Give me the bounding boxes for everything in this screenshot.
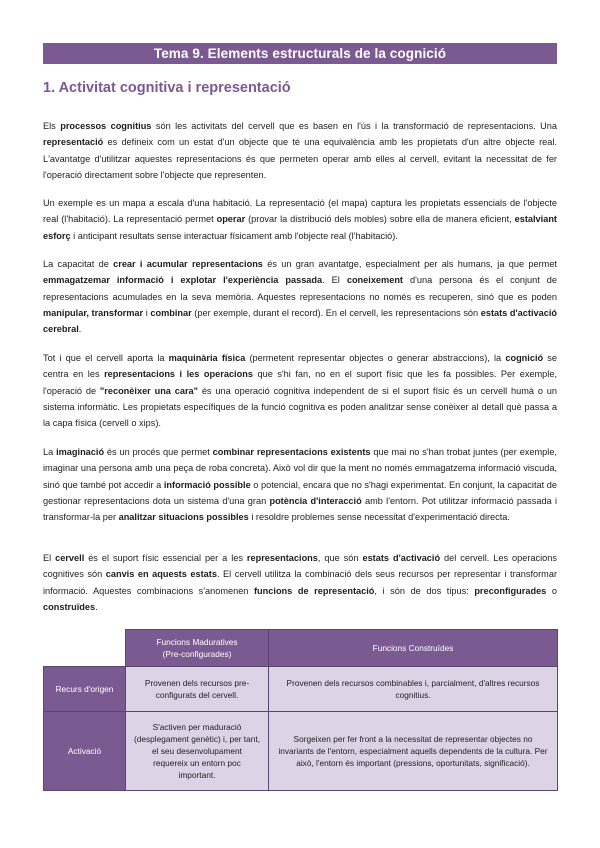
paragraph-6 [43,550,557,615]
row-header-origin: Recurs d'origen [44,667,126,712]
bold-term: representació [43,137,104,148]
text-run: amb l'entorn. Pot utilitzar informació passada i transformar-la per [43,495,557,523]
text-run: d'una persona és el conjunt de representacions acumulades en la seva memòria. Aquestes representacions no només es recuperen, sinó que es poden [43,275,557,302]
table-cell: Provenen dels recursos pre-configurats del cervell. [126,667,269,712]
section-heading: 1. Activitat cognitiva i representació [43,80,291,96]
page-title: Tema 9. Elements estructurals de la cognició [43,43,557,64]
text-run: Un exemple es un mapa a escala d'una habitació. La representació (el mapa) captura les propietats essencials de l'objecte real (l'habitació). La representació permet [43,198,557,225]
text-run: (per exemple, durant el record). En el cervell, les representacions són [191,307,481,318]
text-run: del cervell. Les operacions cognitives són [43,553,557,580]
bold-term: imaginació [56,447,105,457]
col-header-line: (Pre-configurades) [162,649,232,659]
bold-term: funcions de representació [254,585,375,596]
table-corner [44,630,126,667]
bold-term: crear i acumular representacions [113,259,263,269]
table-cell: S'activen per maduració (desplegament genètic) i, per tant, el seu desenvolupament requereix un entorn poc important. [126,712,269,791]
text-run: i [143,307,151,318]
bold-term: potència d'interacció [269,495,362,506]
bold-term: combinar [150,307,192,318]
text-run: o [546,585,557,596]
bold-term: "reconèixer una cara" [99,385,198,396]
text-run: El [43,553,56,563]
bold-term: maquinària física [168,353,246,363]
bold-term: estats d'activació [362,553,441,563]
text-run: La [43,447,57,457]
bold-term: informació possible [163,479,251,490]
col-header-maturative [126,630,269,667]
bold-term: analitzar situacions possibles [118,512,249,523]
text-run: és un gran avantatge, especialment per als humans, ja que permet [262,259,557,269]
bold-term: operar [216,214,246,225]
table-row [44,667,558,712]
text-run: que mai no s'han trobat juntes (per exemple, imaginar una persona amb una peça de roba concreta). Això vol dir que la ment no només emmagatzema informació viscuda, sinó que també pot accedir a [43,447,557,490]
paragraph-2 [43,195,557,244]
text-run: . [95,601,98,612]
text-run: Els [43,121,61,131]
text-run: i anticipant resultats sense interactuar físicament amb l'objecte real (l'habitació). [70,230,398,241]
text-run: Tot i que el cervell aporta la [43,353,169,363]
text-run: , que són [317,553,363,563]
row-header-activation: Activació [44,712,126,791]
text-run: que s'hi fan, no en el suport físic que les fa possibles. Per exemple, l'operació de [43,369,557,396]
table-cell: Sorgeixen per fer front a la necessitat de representar objectes no invariants de l'entorn, especialment aquells dependents de la cultura. Per això, l'entorn és important (pressions, oportunitats, significació). [269,712,558,791]
bold-term: coneixement [346,275,403,286]
table-header-row [44,630,558,667]
text-run: es defineix com un estat d'un objecte que té una equivalència amb les propietats d'un altre objecte real. L'avantatge d'utilitzar aquestes representacions és que permeten operar amb elles al cervell, evitant la necessitat de fer l'operació directament sobre l'objecte que representen. [43,137,557,180]
paragraph-1 [43,118,557,183]
bold-term: estats d'activació cerebral [43,307,558,335]
text-run: . El [322,275,347,286]
text-run: o potencial, encara que no s'hagi experimentat. En conjunt, la capacitat de gestionar representacions dota un sistema d'una gran [43,479,557,506]
bold-term: preconfigurades [474,585,547,596]
paragraph-3 [43,256,557,337]
bold-term: canvis en aquests estats [105,569,217,580]
text-run: . [78,324,82,335]
paragraph-5 [43,444,557,525]
bold-term: representacions i les operacions [104,369,253,380]
paragraph-4 [43,350,557,431]
text-run: és un procés que permet [104,447,213,457]
text-run: (provar la distribució dels mobles) sobre ella de manera eficient, [245,214,515,225]
bold-term: estalviant esforç [43,214,557,241]
bold-term: processos cognitius [60,121,152,131]
text-run: se centra en les [43,353,557,380]
bold-term: construïdes [43,601,96,612]
col-header-line: Funcions Maduratives [156,637,238,647]
bold-term: cervell [55,553,85,563]
text-run: , i són de dos tipus: [374,585,475,596]
table-cell: Provenen dels recursos combinables i, parcialment, d'altres recursos cognitius. [269,667,558,712]
bold-term: manipular, transformar [43,307,144,318]
bold-term: combinar representacions existents [212,447,371,457]
bold-term: representacions [246,553,318,563]
functions-comparison-table [43,629,558,791]
bold-term: emmagatzemar informació i explotar l'experiència passada [43,275,323,286]
col-header-constructed: Funcions Construïdes [269,630,558,667]
table-row [44,712,558,791]
text-run: i resoldre problemes sense necessitat d'experimentació directa. [248,512,510,523]
text-run: és el suport físic essencial per a les [84,553,247,563]
bold-term: cognició [505,353,544,363]
text-run: La capacitat de [43,259,114,269]
text-run: és una operació cognitiva independent de si el suport físic és un cervell humà o un sistema informàtic. Les propietats específiques de la funció cognitiva es poden analitzar sense conèixer al detall què passa a la capa física (cervell o xips). [43,385,557,429]
text-run: (permetent representar objectes o generar abstraccions), la [245,353,506,363]
text-run: són les activitats del cervell que es basen en l'ús i la transformació de representacions. Una [151,121,557,131]
text-run: . El cervell utilitza la combinació dels seus recursos per representar i transformar informació. Aquestes combinacions s'anomenen [43,569,558,596]
